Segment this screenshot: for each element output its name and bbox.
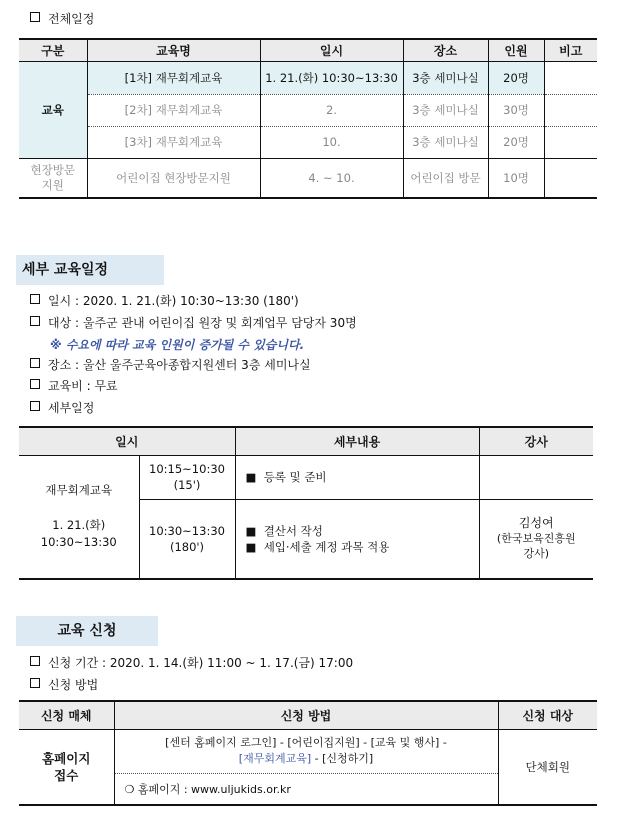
checkbox-square-icon bbox=[30, 401, 40, 411]
content-cell: ■ 등록 및 준비 bbox=[235, 455, 479, 499]
lecturer-cell: 김성여 (한국보육진흥원 강사) bbox=[496, 516, 576, 561]
col-header: 세부내용 bbox=[235, 427, 479, 455]
overall-table bbox=[19, 38, 597, 199]
info-line: 신청 방법 bbox=[30, 677, 98, 693]
col-header: 비고 bbox=[544, 39, 597, 61]
checkbox-square-icon bbox=[30, 379, 40, 389]
time-cell: 10:30~13:30 (180') bbox=[139, 499, 235, 579]
content-cell: ■ 결산서 작성 ■ 세입·세출 계정 과목 적용 bbox=[235, 499, 479, 579]
col-header: 인원 bbox=[488, 39, 544, 61]
homepage-cell bbox=[114, 773, 498, 805]
medium-cell: 홈페이지 접수 bbox=[19, 729, 114, 805]
col-header: 신청 방법 bbox=[114, 701, 498, 729]
detail-table bbox=[19, 426, 593, 580]
checkbox-square-icon bbox=[30, 12, 40, 22]
section-title: 세부 교육일정 bbox=[16, 255, 164, 285]
lecturer-cell bbox=[479, 455, 593, 499]
table-row bbox=[19, 729, 597, 773]
col-header: 일시 bbox=[19, 427, 235, 455]
table-row: [2차] 재무회계교육 2. 3층 세미나실 30명 bbox=[19, 94, 597, 126]
group-cell: 교육 bbox=[19, 61, 87, 158]
col-header: 일시 bbox=[260, 39, 403, 61]
checkbox-square-icon bbox=[30, 656, 40, 666]
method-cell: [센터 홈페이지 로그인] - [어린이집지원] - [교육 및 행사] - [재무회계교육] - [신청하기] bbox=[114, 729, 498, 773]
table-row: 교육 [1차] 재무회계교육 1. 21.(화) 10:30~13:30 3층 세미나실 20명 bbox=[19, 61, 597, 94]
col-header: 교육명 bbox=[87, 39, 260, 61]
overall-heading: 전체일정 bbox=[30, 11, 94, 27]
target-cell: 단체회원 bbox=[525, 759, 570, 774]
checkbox-square-icon bbox=[30, 316, 40, 326]
col-header: 장소 bbox=[403, 39, 488, 61]
table-row bbox=[19, 455, 593, 499]
info-line: 대상 : 울주군 관내 어린이집 원장 및 회계업무 담당자 30명 bbox=[30, 315, 357, 331]
info-line: 일시 : 2020. 1. 21.(화) 10:30~13:30 (180') bbox=[30, 293, 299, 309]
col-header: 신청 대상 bbox=[498, 701, 597, 729]
col-header: 구분 bbox=[19, 39, 87, 61]
checkbox-square-icon bbox=[30, 358, 40, 368]
circle-bullet-icon: ❍ bbox=[124, 782, 138, 796]
checkbox-square-icon bbox=[30, 294, 40, 304]
info-line: 장소 : 울산 울주군육아종합지원센터 3층 세미나실 bbox=[30, 357, 311, 373]
table-row: 현장방문 지원 어린이집 현장방문지원 4. ~ 10. 어린이집 방문 10명 bbox=[19, 158, 597, 198]
col-header: 강사 bbox=[479, 427, 593, 455]
col-header: 신청 매체 bbox=[19, 701, 114, 729]
table-row: [3차] 재무회계교육 10. 3층 세미나실 20명 bbox=[19, 126, 597, 158]
info-line: 세부일정 bbox=[30, 400, 94, 416]
method-link[interactable]: [재무회계교육] bbox=[238, 752, 312, 765]
checkbox-square-icon bbox=[30, 678, 40, 688]
info-line: 신청 기간 : 2020. 1. 14.(화) 11:00 ~ 1. 17.(금) 17:00 bbox=[30, 655, 353, 671]
group-cell: 현장방문 지원 bbox=[19, 158, 87, 198]
info-line: 교육비 : 무료 bbox=[30, 378, 118, 394]
time-cell: 10:15~10:30 (15') bbox=[139, 455, 235, 499]
homepage-link[interactable]: 홈페이지 : www.uljukids.or.kr bbox=[137, 782, 291, 796]
section-title: 교육 신청 bbox=[16, 616, 158, 646]
apply-table bbox=[19, 700, 597, 806]
notice-text: ※ 수요에 따라 교육 인원이 증가될 수 있습니다. bbox=[50, 338, 305, 352]
session-cell: 재무회계교육 1. 21.(화) 10:30~13:30 bbox=[19, 455, 139, 579]
